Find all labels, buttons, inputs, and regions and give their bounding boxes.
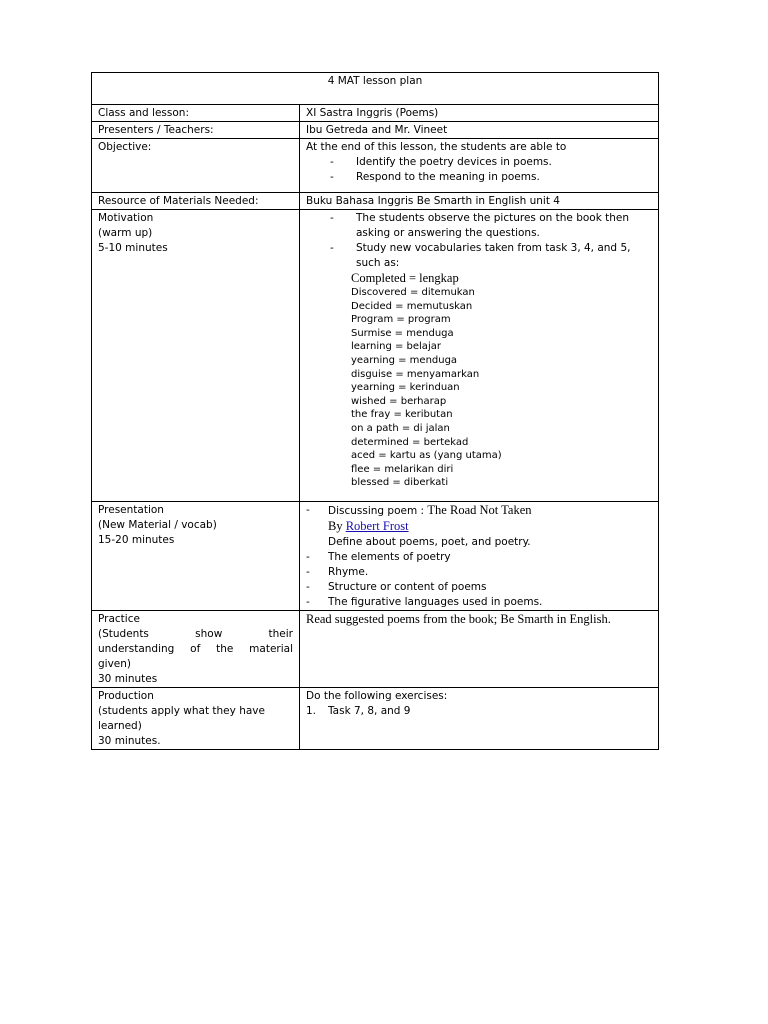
practice-content — [300, 611, 659, 688]
vocab-item: on a path = di jalan — [351, 422, 450, 434]
practice-sub-line3: given) — [98, 658, 132, 670]
presenters-label: Presenters / Teachers: — [92, 122, 300, 139]
vocab-item: Discovered = ditemukan — [351, 287, 475, 298]
objective-label: Objective: — [92, 139, 300, 193]
practice-text: Read suggested poems from the book; Be Smarth in English. — [306, 612, 611, 626]
lesson-plan-table — [91, 72, 659, 750]
vocab-item: disguise = menyamarkan — [351, 368, 480, 380]
vocab-item: Program = program — [351, 314, 451, 326]
presentation-cell — [92, 502, 300, 611]
presentation-discussing-item — [306, 503, 652, 519]
presentation-item: - The elements of poetry — [306, 550, 652, 565]
presentation-discussing — [306, 503, 652, 519]
production-item-text: Task 7, 8, and 9 — [328, 705, 411, 717]
motivation-item: - Study new vocabularies taken from task 3, 4, and 5, such as: — [306, 241, 652, 271]
presenters-value: Ibu Getreda and Mr. Vineet — [300, 122, 659, 139]
motivation-content — [300, 210, 659, 502]
vocab-item: the fray = keributan — [351, 409, 453, 421]
author-link[interactable]: Robert Frost — [345, 519, 409, 533]
discussing-label: Discussing poem : — [328, 505, 428, 517]
vocab-item: determined = bertekad — [351, 436, 469, 448]
vocab-item: yearning = kerinduan — [351, 382, 460, 394]
vocab-item: flee = melarikan diri — [351, 463, 454, 475]
vocab-item: Completed = lengkap — [351, 271, 459, 285]
presentation-item: - Rhyme. — [306, 565, 652, 580]
objective-item: - Respond to the meaning in poems. — [306, 170, 652, 185]
poem-title: The Road Not Taken — [427, 503, 532, 517]
motivation-time: 5-10 minutes — [98, 242, 168, 254]
production-content — [300, 688, 659, 750]
vocab-list — [306, 271, 652, 490]
motivation-list — [306, 211, 652, 271]
presentation-sub: (New Material / vocab) — [98, 519, 217, 531]
practice-sub-word: show — [195, 628, 223, 640]
production-item — [306, 704, 652, 719]
class-lesson-label: Class and lesson: — [92, 105, 300, 122]
vocab-item: Decided = memutuskan — [351, 300, 473, 312]
objective-item: - Identify the poetry devices in poems. — [306, 155, 652, 170]
motivation-label: Motivation — [98, 212, 154, 224]
resource-label: Resource of Materials Needed: — [92, 193, 300, 210]
practice-sub-line2: understanding of the material — [98, 643, 293, 655]
practice-label: Practice — [98, 613, 140, 625]
presentation-label: Presentation — [98, 504, 164, 516]
production-time: 30 minutes. — [98, 735, 161, 747]
objective-intro: At the end of this lesson, the students are able to — [306, 141, 567, 153]
vocab-item: aced = kartu as (yang utama) — [351, 450, 502, 462]
motivation-cell — [92, 210, 300, 502]
resource-value: Buku Bahasa Inggris Be Smarth in English unit 4 — [300, 193, 659, 210]
class-lesson-value: XI Sastra Inggris (Poems) — [300, 105, 659, 122]
practice-cell — [92, 611, 300, 688]
practice-sub-line1 — [98, 627, 293, 642]
objective-cell — [300, 139, 659, 193]
practice-time: 30 minutes — [98, 673, 158, 685]
vocab-item: blessed = diberkati — [351, 477, 449, 489]
by-label: By — [328, 519, 346, 533]
presentation-content — [300, 502, 659, 611]
vocab-item: wished = berharap — [351, 395, 447, 407]
production-sub: (students apply what they have learned) — [98, 705, 265, 732]
define-line: Define about poems, poet, and poetry. — [328, 536, 531, 548]
page-title: 4 MAT lesson plan — [92, 73, 659, 105]
presentation-item: - The figurative languages used in poems. — [306, 595, 652, 610]
presentation-time: 15-20 minutes — [98, 534, 175, 546]
vocab-item: learning = belajar — [351, 341, 441, 353]
vocab-item: Surmise = menduga — [351, 327, 454, 339]
practice-sub-word: (Students — [98, 628, 149, 640]
presentation-item: - Structure or content of poems — [306, 580, 652, 595]
motivation-item: - The students observe the pictures on the book then asking or answering the questions. — [306, 211, 652, 241]
vocab-item: yearning = menduga — [351, 354, 458, 366]
motivation-sub: (warm up) — [98, 227, 153, 239]
presentation-list — [306, 550, 652, 610]
production-cell — [92, 688, 300, 750]
poem-author-line — [306, 519, 652, 535]
objective-list — [306, 155, 652, 185]
practice-sub-word: their — [268, 628, 293, 640]
production-item-num: 1. — [306, 705, 317, 717]
production-label: Production — [98, 690, 154, 702]
production-intro: Do the following exercises: — [306, 690, 448, 702]
